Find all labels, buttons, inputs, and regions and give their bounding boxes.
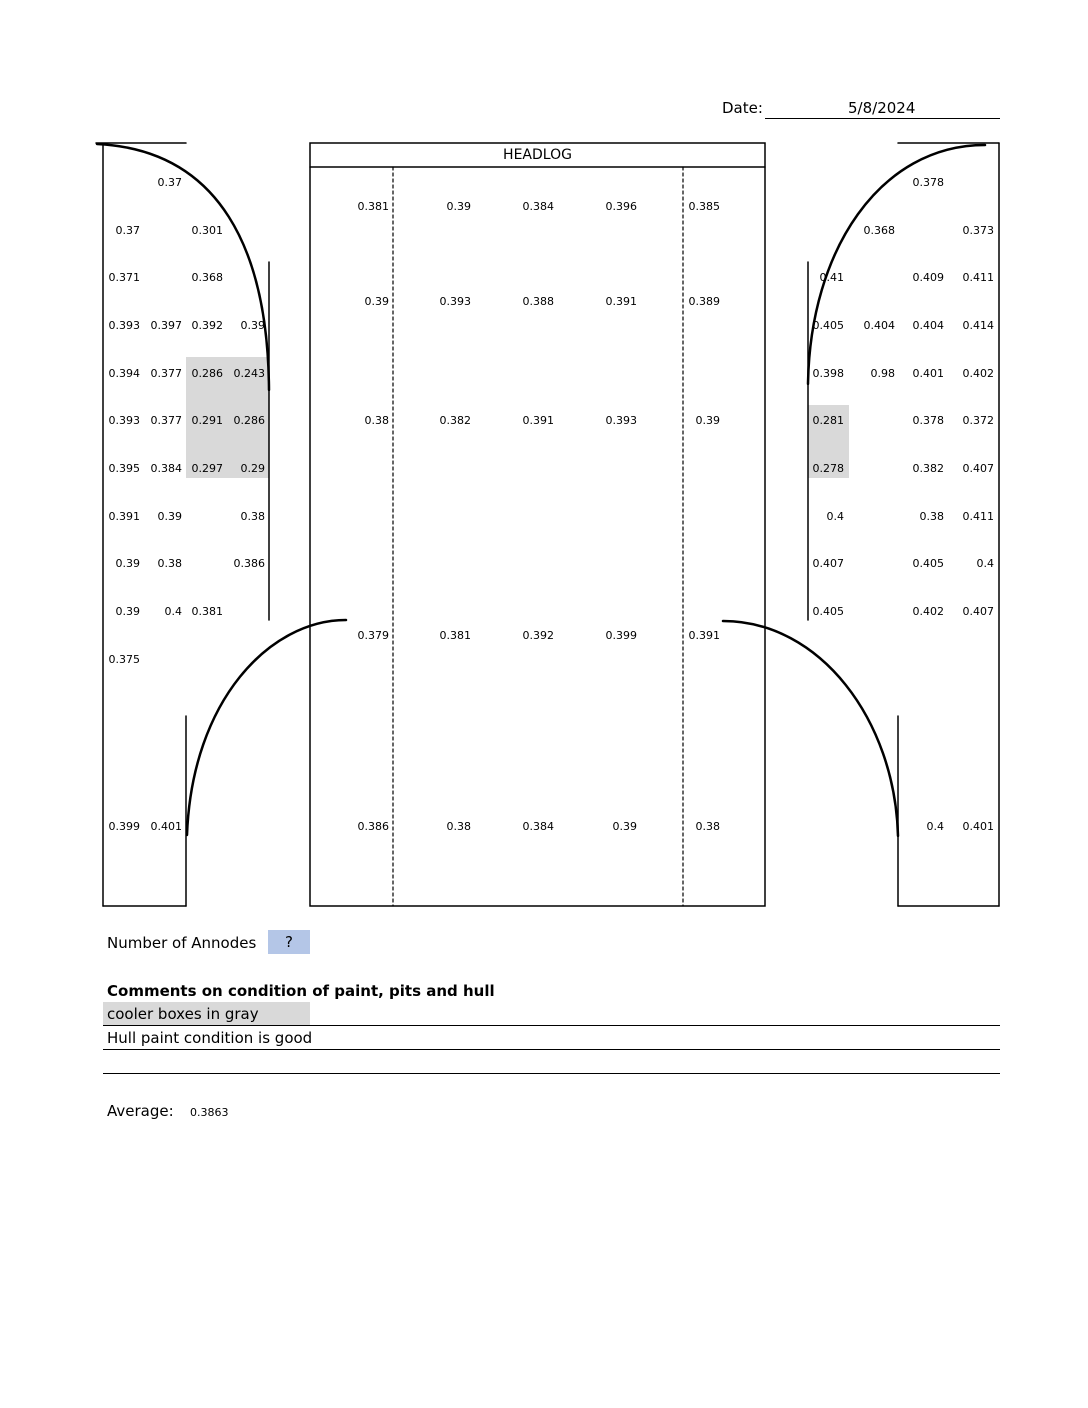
left-panel-reading: 0.391 — [108, 510, 140, 523]
left-panel-reading: 0.301 — [191, 224, 223, 237]
right-panel-reading: 0.407 — [962, 605, 994, 618]
left-panel-reading: 0.291 — [191, 414, 223, 427]
right-panel-reading: 0.382 — [912, 462, 944, 475]
center-panel-reading: 0.385 — [688, 200, 720, 213]
left-panel-reading: 0.29 — [240, 462, 265, 475]
center-panel-reading: 0.388 — [522, 295, 554, 308]
right-panel-reading: 0.4 — [926, 820, 944, 833]
right-panel-reading: 0.402 — [962, 367, 994, 380]
center-panel-reading: 0.39 — [446, 200, 471, 213]
left-panel-reading: 0.39 — [157, 510, 182, 523]
center-panel-reading: 0.38 — [695, 820, 720, 833]
comments-heading: Comments on condition of paint, pits and hull — [107, 982, 495, 1000]
left-panel-reading: 0.384 — [150, 462, 182, 475]
left-panel-reading: 0.377 — [150, 367, 182, 380]
right-lower-curve — [723, 621, 898, 836]
right-panel-reading: 0.404 — [912, 319, 944, 332]
left-panel-reading: 0.395 — [108, 462, 140, 475]
annodes-label: Number of Annodes — [107, 934, 257, 952]
date-label: Date: — [722, 99, 763, 117]
center-panel-reading: 0.39 — [612, 820, 637, 833]
right-panel-reading: 0.281 — [812, 414, 844, 427]
left-panel-reading: 0.393 — [108, 319, 140, 332]
left-panel-reading: 0.39 — [115, 605, 140, 618]
annodes-value-box[interactable]: ? — [268, 930, 310, 954]
left-panel-reading: 0.39 — [240, 319, 265, 332]
right-panel-reading: 0.405 — [912, 557, 944, 570]
center-panel-reading: 0.389 — [688, 295, 720, 308]
right-panel-reading: 0.4 — [826, 510, 844, 523]
center-panel-reading: 0.399 — [605, 629, 637, 642]
left-panel-reading: 0.286 — [191, 367, 223, 380]
right-panel-reading: 0.372 — [962, 414, 994, 427]
average-label: Average: — [107, 1102, 174, 1120]
right-panel-reading: 0.409 — [912, 271, 944, 284]
left-panel-reading: 0.381 — [191, 605, 223, 618]
right-panel-reading: 0.405 — [812, 605, 844, 618]
right-panel-reading: 0.411 — [962, 271, 994, 284]
right-panel-reading: 0.401 — [962, 820, 994, 833]
date-value: 5/8/2024 — [848, 99, 916, 117]
right-panel-reading: 0.404 — [863, 319, 895, 332]
right-panel-reading: 0.407 — [812, 557, 844, 570]
left-panel-reading: 0.4 — [164, 605, 182, 618]
left-panel-reading: 0.394 — [108, 367, 140, 380]
right-panel-reading: 0.4 — [976, 557, 994, 570]
right-panel-reading: 0.368 — [863, 224, 895, 237]
right-panel-reading: 0.38 — [919, 510, 944, 523]
right-panel-reading: 0.414 — [962, 319, 994, 332]
left-panel-reading: 0.297 — [191, 462, 223, 475]
left-panel-reading: 0.399 — [108, 820, 140, 833]
right-panel-reading: 0.398 — [812, 367, 844, 380]
center-panel-reading: 0.384 — [522, 200, 554, 213]
average-value: 0.3863 — [190, 1106, 229, 1119]
center-panel-reading: 0.381 — [357, 200, 389, 213]
center-panel-reading: 0.393 — [605, 414, 637, 427]
comment-rule-2 — [103, 1049, 1000, 1050]
left-panel-reading: 0.393 — [108, 414, 140, 427]
center-panel-reading: 0.391 — [688, 629, 720, 642]
right-panel-reading: 0.402 — [912, 605, 944, 618]
center-panel-reading: 0.39 — [695, 414, 720, 427]
center-panel-reading: 0.391 — [522, 414, 554, 427]
center-panel-reading: 0.386 — [357, 820, 389, 833]
right-panel-reading: 0.411 — [962, 510, 994, 523]
left-panel-reading: 0.375 — [108, 653, 140, 666]
right-panel-reading: 0.405 — [812, 319, 844, 332]
right-panel-reading: 0.98 — [870, 367, 895, 380]
right-panel-reading: 0.378 — [912, 176, 944, 189]
center-panel-reading: 0.391 — [605, 295, 637, 308]
right-panel-reading: 0.378 — [912, 414, 944, 427]
center-panel-reading: 0.379 — [357, 629, 389, 642]
center-panel-reading: 0.381 — [439, 629, 471, 642]
right-panel-reading: 0.407 — [962, 462, 994, 475]
center-panel-reading: 0.396 — [605, 200, 637, 213]
right-panel-reading: 0.373 — [962, 224, 994, 237]
left-panel-reading: 0.37 — [115, 224, 140, 237]
comment-line-1[interactable]: cooler boxes in gray — [107, 1005, 259, 1023]
right-panel-reading: 0.401 — [912, 367, 944, 380]
left-panel-reading: 0.243 — [233, 367, 265, 380]
headlog-frame — [310, 143, 765, 906]
left-panel-reading: 0.392 — [191, 319, 223, 332]
center-panel-reading: 0.39 — [364, 295, 389, 308]
center-panel-reading: 0.384 — [522, 820, 554, 833]
left-panel-reading: 0.286 — [233, 414, 265, 427]
center-panel-reading: 0.382 — [439, 414, 471, 427]
right-panel-reading: 0.278 — [812, 462, 844, 475]
center-panel-reading: 0.393 — [439, 295, 471, 308]
left-panel-reading: 0.371 — [108, 271, 140, 284]
left-panel-reading: 0.397 — [150, 319, 182, 332]
right-panel-reading: 0.41 — [819, 271, 844, 284]
center-panel-reading: 0.38 — [364, 414, 389, 427]
left-lower-curve — [187, 620, 346, 835]
comment-rule-1 — [103, 1025, 1000, 1026]
comment-line-2[interactable]: Hull paint condition is good — [107, 1029, 313, 1047]
left-panel-reading: 0.38 — [157, 557, 182, 570]
left-panel-reading: 0.386 — [233, 557, 265, 570]
center-panel-reading: 0.392 — [522, 629, 554, 642]
left-panel-reading: 0.37 — [157, 176, 182, 189]
left-panel-reading: 0.39 — [115, 557, 140, 570]
left-panel-reading: 0.401 — [150, 820, 182, 833]
headlog-title: HEADLOG — [503, 147, 572, 163]
left-panel-reading: 0.368 — [191, 271, 223, 284]
center-panel-reading: 0.38 — [446, 820, 471, 833]
left-panel-reading: 0.377 — [150, 414, 182, 427]
comment-rule-3 — [103, 1073, 1000, 1074]
left-panel-reading: 0.38 — [240, 510, 265, 523]
